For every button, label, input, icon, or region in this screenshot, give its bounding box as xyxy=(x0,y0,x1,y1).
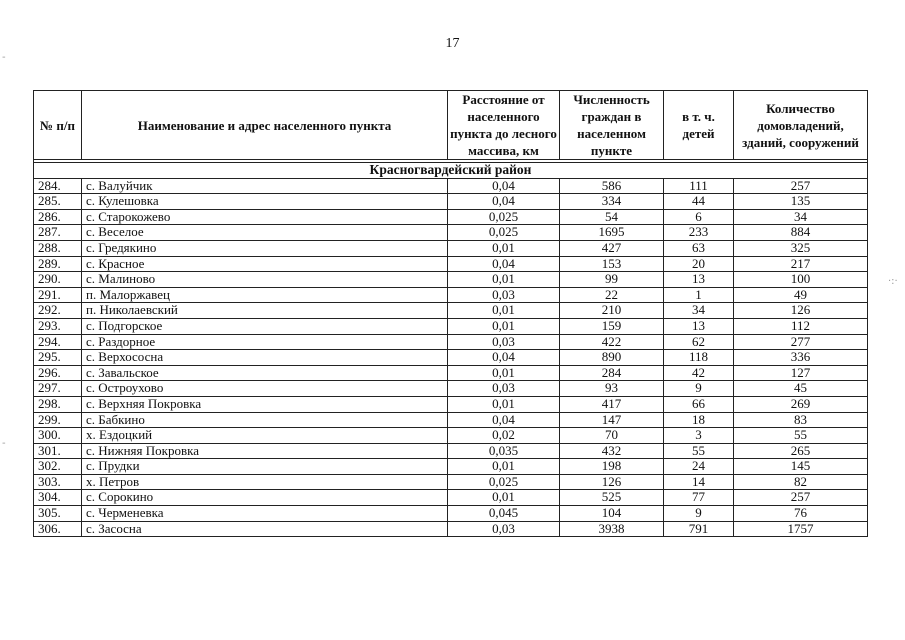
children: 77 xyxy=(664,490,734,506)
table-row xyxy=(34,303,868,319)
settlement-name: с. Раздорное xyxy=(82,334,448,350)
row-number: 287. xyxy=(34,225,82,241)
distance-km: 0,01 xyxy=(448,365,560,381)
buildings: 112 xyxy=(734,318,868,334)
settlement-name: х. Ездоцкий xyxy=(82,428,448,444)
settlement-name: п. Малоржавец xyxy=(82,287,448,303)
population: 284 xyxy=(560,365,664,381)
row-number: 297. xyxy=(34,381,82,397)
children: 20 xyxy=(664,256,734,272)
children: 44 xyxy=(664,194,734,210)
table-row xyxy=(34,506,868,522)
distance-km: 0,01 xyxy=(448,490,560,506)
population: 334 xyxy=(560,194,664,210)
population: 70 xyxy=(560,428,664,444)
table-row xyxy=(34,256,868,272)
row-number: 291. xyxy=(34,287,82,303)
children: 24 xyxy=(664,459,734,475)
row-number: 306. xyxy=(34,521,82,537)
settlement-name: п. Николаевский xyxy=(82,303,448,319)
table-row xyxy=(34,521,868,537)
row-number: 305. xyxy=(34,506,82,522)
children: 34 xyxy=(664,303,734,319)
children: 14 xyxy=(664,474,734,490)
table-row xyxy=(34,381,868,397)
population: 525 xyxy=(560,490,664,506)
table-row xyxy=(34,334,868,350)
population: 159 xyxy=(560,318,664,334)
buildings: 1757 xyxy=(734,521,868,537)
table-row xyxy=(34,272,868,288)
distance-km: 0,035 xyxy=(448,443,560,459)
settlement-name: с. Старокожево xyxy=(82,209,448,225)
settlement-name: с. Верхососна xyxy=(82,350,448,366)
population: 586 xyxy=(560,178,664,194)
population: 417 xyxy=(560,396,664,412)
distance-km: 0,045 xyxy=(448,506,560,522)
population: 126 xyxy=(560,474,664,490)
header-buildings: Количество домовладений, зданий, сооружений xyxy=(734,91,868,160)
distance-km: 0,01 xyxy=(448,303,560,319)
table-row xyxy=(34,350,868,366)
population: 210 xyxy=(560,303,664,319)
settlement-name: с. Завальское xyxy=(82,365,448,381)
district-name: Красногвардейский район xyxy=(34,163,868,179)
row-number: 286. xyxy=(34,209,82,225)
table-row xyxy=(34,474,868,490)
distance-km: 0,04 xyxy=(448,178,560,194)
children: 111 xyxy=(664,178,734,194)
table-row xyxy=(34,412,868,428)
settlement-name: с. Нижняя Покровка xyxy=(82,443,448,459)
row-number: 293. xyxy=(34,318,82,334)
population: 54 xyxy=(560,209,664,225)
table-row xyxy=(34,287,868,303)
buildings: 82 xyxy=(734,474,868,490)
table-body xyxy=(34,163,868,537)
buildings: 76 xyxy=(734,506,868,522)
settlement-name: с. Верхняя Покровка xyxy=(82,396,448,412)
children: 13 xyxy=(664,318,734,334)
buildings: 55 xyxy=(734,428,868,444)
distance-km: 0,04 xyxy=(448,194,560,210)
population: 93 xyxy=(560,381,664,397)
population: 22 xyxy=(560,287,664,303)
settlement-name: с. Малиново xyxy=(82,272,448,288)
buildings: 100 xyxy=(734,272,868,288)
distance-km: 0,03 xyxy=(448,521,560,537)
buildings: 127 xyxy=(734,365,868,381)
row-number: 294. xyxy=(34,334,82,350)
children: 55 xyxy=(664,443,734,459)
settlement-name: с. Кулешовка xyxy=(82,194,448,210)
table-row xyxy=(34,318,868,334)
table-row xyxy=(34,240,868,256)
row-number: 296. xyxy=(34,365,82,381)
distance-km: 0,04 xyxy=(448,350,560,366)
population: 198 xyxy=(560,459,664,475)
buildings: 126 xyxy=(734,303,868,319)
distance-km: 0,01 xyxy=(448,318,560,334)
children: 13 xyxy=(664,272,734,288)
children: 62 xyxy=(664,334,734,350)
row-number: 288. xyxy=(34,240,82,256)
row-number: 301. xyxy=(34,443,82,459)
buildings: 257 xyxy=(734,490,868,506)
settlement-name: с. Черменевка xyxy=(82,506,448,522)
distance-km: 0,02 xyxy=(448,428,560,444)
header-population: Численность граждан в населенном пункте xyxy=(560,91,664,160)
row-number: 295. xyxy=(34,350,82,366)
children: 18 xyxy=(664,412,734,428)
buildings: 83 xyxy=(734,412,868,428)
buildings: 277 xyxy=(734,334,868,350)
table-row xyxy=(34,428,868,444)
distance-km: 0,025 xyxy=(448,209,560,225)
buildings: 49 xyxy=(734,287,868,303)
row-number: 292. xyxy=(34,303,82,319)
table-row xyxy=(34,225,868,241)
table-row xyxy=(34,459,868,475)
header-distance: Расстояние от населенного пункта до лесного массива, км xyxy=(448,91,560,160)
settlements-table xyxy=(33,90,868,537)
scan-artifact-mark: - xyxy=(2,52,6,63)
settlement-name: с. Сорокино xyxy=(82,490,448,506)
table-row xyxy=(34,178,868,194)
header-children: в т. ч. детей xyxy=(664,91,734,160)
row-number: 285. xyxy=(34,194,82,210)
row-number: 304. xyxy=(34,490,82,506)
buildings: 265 xyxy=(734,443,868,459)
distance-km: 0,03 xyxy=(448,287,560,303)
distance-km: 0,04 xyxy=(448,412,560,428)
settlement-name: с. Остроухово xyxy=(82,381,448,397)
children: 42 xyxy=(664,365,734,381)
settlement-name: с. Прудки xyxy=(82,459,448,475)
table-row xyxy=(34,443,868,459)
children: 791 xyxy=(664,521,734,537)
population: 422 xyxy=(560,334,664,350)
distance-km: 0,025 xyxy=(448,474,560,490)
settlement-name: с. Веселое xyxy=(82,225,448,241)
population: 147 xyxy=(560,412,664,428)
scan-artifact-mark: - xyxy=(2,438,6,449)
population: 432 xyxy=(560,443,664,459)
table-row xyxy=(34,365,868,381)
children: 233 xyxy=(664,225,734,241)
row-number: 299. xyxy=(34,412,82,428)
distance-km: 0,01 xyxy=(448,272,560,288)
scan-artifact-mark: ·:· xyxy=(888,276,898,287)
table-row xyxy=(34,396,868,412)
row-number: 289. xyxy=(34,256,82,272)
settlement-name: с. Бабкино xyxy=(82,412,448,428)
distance-km: 0,01 xyxy=(448,240,560,256)
buildings: 217 xyxy=(734,256,868,272)
buildings: 336 xyxy=(734,350,868,366)
children: 6 xyxy=(664,209,734,225)
header-number: № п/п xyxy=(34,91,82,160)
row-number: 290. xyxy=(34,272,82,288)
distance-km: 0,01 xyxy=(448,459,560,475)
population: 1695 xyxy=(560,225,664,241)
buildings: 145 xyxy=(734,459,868,475)
distance-km: 0,01 xyxy=(448,396,560,412)
table-row xyxy=(34,209,868,225)
distance-km: 0,03 xyxy=(448,381,560,397)
page-number: 17 xyxy=(445,36,460,51)
buildings: 135 xyxy=(734,194,868,210)
buildings: 45 xyxy=(734,381,868,397)
children: 9 xyxy=(664,381,734,397)
settlement-name: с. Засосна xyxy=(82,521,448,537)
district-row xyxy=(34,163,868,179)
children: 118 xyxy=(664,350,734,366)
buildings: 325 xyxy=(734,240,868,256)
population: 3938 xyxy=(560,521,664,537)
settlement-name: х. Петров xyxy=(82,474,448,490)
children: 66 xyxy=(664,396,734,412)
settlement-name: с. Гредякино xyxy=(82,240,448,256)
buildings: 884 xyxy=(734,225,868,241)
population: 99 xyxy=(560,272,664,288)
row-number: 298. xyxy=(34,396,82,412)
population: 427 xyxy=(560,240,664,256)
table-header-row xyxy=(34,91,868,160)
children: 9 xyxy=(664,506,734,522)
row-number: 303. xyxy=(34,474,82,490)
population: 153 xyxy=(560,256,664,272)
distance-km: 0,03 xyxy=(448,334,560,350)
row-number: 300. xyxy=(34,428,82,444)
settlement-name: с. Подгорское xyxy=(82,318,448,334)
children: 3 xyxy=(664,428,734,444)
buildings: 257 xyxy=(734,178,868,194)
settlement-name: с. Красное xyxy=(82,256,448,272)
children: 1 xyxy=(664,287,734,303)
row-number: 284. xyxy=(34,178,82,194)
distance-km: 0,025 xyxy=(448,225,560,241)
row-number: 302. xyxy=(34,459,82,475)
population: 890 xyxy=(560,350,664,366)
children: 63 xyxy=(664,240,734,256)
buildings: 269 xyxy=(734,396,868,412)
distance-km: 0,04 xyxy=(448,256,560,272)
table-row xyxy=(34,490,868,506)
table-row xyxy=(34,194,868,210)
settlement-name: с. Валуйчик xyxy=(82,178,448,194)
population: 104 xyxy=(560,506,664,522)
header-name-address: Наименование и адрес населенного пункта xyxy=(82,91,448,160)
buildings: 34 xyxy=(734,209,868,225)
